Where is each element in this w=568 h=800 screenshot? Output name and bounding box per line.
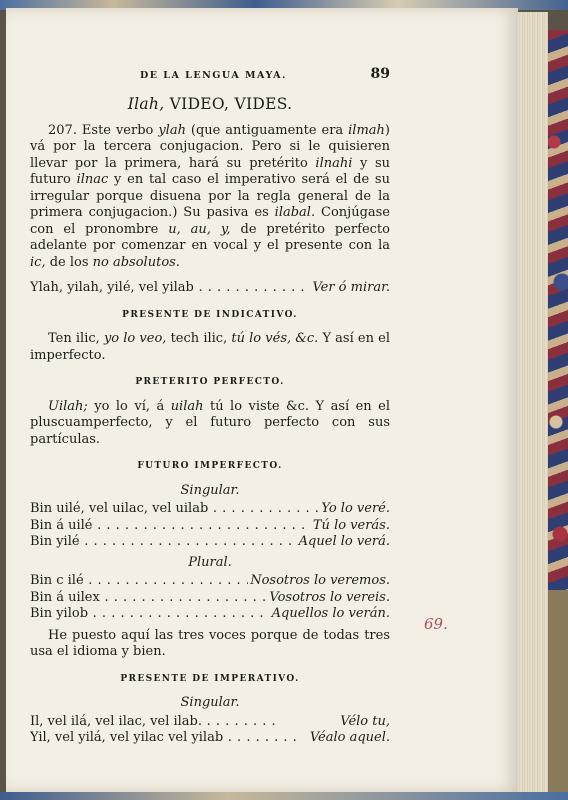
text-segment: yo lo ví, á	[87, 398, 171, 414]
spanish-translation: Vosotros lo vereis.	[269, 589, 390, 605]
conjugation-row	[30, 730, 390, 747]
conjugation-row	[30, 606, 390, 623]
preterito-paragraph	[30, 399, 390, 449]
conjugation-row	[30, 518, 390, 535]
text-segment: Ten ilic,	[48, 331, 104, 346]
book-cover	[548, 590, 568, 792]
text-segment: ilmah	[348, 122, 385, 138]
spanish-translation: Véalo aquel.	[309, 730, 390, 745]
text-segment: tú lo viste &c. Y así en el pluscuamperfecto, y el futuro perfecto con sus partículas.	[30, 398, 391, 447]
conjugation-row	[30, 573, 390, 590]
maya-form: Il, vel ilá, vel ilac, vel ilab. . . .	[30, 714, 338, 731]
spanish-translation: Aquellos lo verán.	[271, 606, 390, 621]
conjugation-row	[30, 590, 390, 607]
conjugation-row	[30, 534, 390, 551]
spanish-translation: Tú lo verás.	[312, 517, 390, 533]
maya-form: Bin uilé, vel uilac, vel uilab . . .	[30, 501, 319, 518]
heading-presente: PRESENTE DE INDICATIVO.	[122, 309, 298, 320]
text-segment: ilnac	[76, 172, 109, 187]
page-number: 89	[370, 66, 390, 82]
bottom-binding-strip	[0, 792, 568, 800]
futuro-singular-label: Singular.	[180, 482, 240, 498]
text-segment: de pretérito perfecto adelante por comenzar en vocal y el presente con la	[30, 221, 390, 253]
text-segment: ylah	[158, 122, 186, 138]
text-segment: Conjúgase con el pronombre	[30, 205, 391, 237]
heading-preterito: PRETERITO PERFECTO.	[135, 377, 285, 387]
spanish-translation: Yo lo veré.	[321, 501, 390, 516]
maya-form: Bin á uilé . . .	[30, 518, 311, 535]
heading-futuro: FUTURO IMPERFECTO.	[137, 461, 283, 471]
maya-form: Bin yilé . . .	[30, 534, 297, 551]
text-segment: uilah	[170, 398, 204, 414]
spanish-translation: Nosotros lo veremos.	[250, 573, 390, 588]
text-segment: y su futuro	[30, 155, 391, 187]
futuro-plural-list	[30, 573, 390, 623]
text-segment: Este verbo	[76, 122, 159, 138]
text-segment: ilabal.	[274, 205, 316, 220]
text-segment: de los	[45, 254, 93, 270]
text-segment: ) vá por la tercera conjugacion. Pero si le quisieren llevar por la primera, hará su pretérito	[30, 122, 390, 171]
text-segment: He puesto aquí las tres voces porque de todas tres usa el idioma y bien.	[30, 627, 390, 659]
imperativo-list	[30, 714, 390, 747]
infinitive-line	[30, 280, 390, 297]
conjugation-row	[30, 501, 390, 518]
spanish-translation: Aquel lo verá.	[298, 534, 390, 549]
running-title: DE LA LENGUA MAYA.	[140, 70, 287, 81]
text-segment: u, au, y,	[168, 221, 231, 237]
futuro-singular-list	[30, 501, 390, 551]
text-segment: ic,	[30, 254, 46, 270]
page-edges	[518, 12, 548, 792]
maya-form: Bin á uilex . . .	[30, 590, 267, 607]
running-head	[30, 66, 390, 84]
infinitive-maya: Ylah, yilah, yilé, vel yilab . . .	[30, 280, 310, 297]
text-segment: Y así en el imperfecto.	[30, 331, 391, 363]
maya-form: Yil, vel yilá, vel yilac vel yilab . . .	[30, 730, 308, 747]
text-segment: y en tal caso el imperativo será el de su irregular porque disuena por la regla general de la primera conjugacion.) Su pasiva es	[30, 172, 390, 220]
text-segment: tech ilic,	[166, 331, 232, 346]
spanish-translation: Vélo tu,	[340, 713, 390, 729]
imperativo-singular-label: Singular.	[180, 695, 240, 710]
marbled-cover	[548, 30, 568, 590]
maya-form: Bin c ilé . . .	[30, 573, 248, 590]
text-segment: yo lo veo,	[103, 331, 167, 346]
text-segment: 207.	[48, 122, 77, 138]
presente-paragraph	[30, 331, 390, 364]
page-content	[30, 66, 390, 747]
conjugation-row	[30, 714, 390, 731]
text-segment: Uilah;	[48, 398, 88, 414]
text-segment: (que antiguamente era	[185, 122, 349, 138]
text-segment: ilnahi	[315, 155, 353, 171]
handwritten-margin-number: 69.	[424, 615, 448, 633]
text-segment: tú lo vés, &c.	[231, 331, 319, 346]
text-segment: no absolutos.	[92, 254, 180, 270]
futuro-plural-label: Plural.	[188, 554, 232, 570]
intro-paragraph	[30, 123, 390, 272]
heading-imperativo: PRESENTE DE IMPERATIVO.	[120, 673, 300, 684]
verb-title-spanish: VIDEO, VIDES.	[164, 95, 293, 113]
verb-title-maya: Ilah,	[127, 95, 165, 113]
note-paragraph	[30, 628, 390, 661]
maya-form: Bin yilob . . .	[30, 606, 270, 623]
infinitive-translation: Ver ó mirar.	[312, 280, 390, 295]
verb-title	[30, 96, 390, 113]
